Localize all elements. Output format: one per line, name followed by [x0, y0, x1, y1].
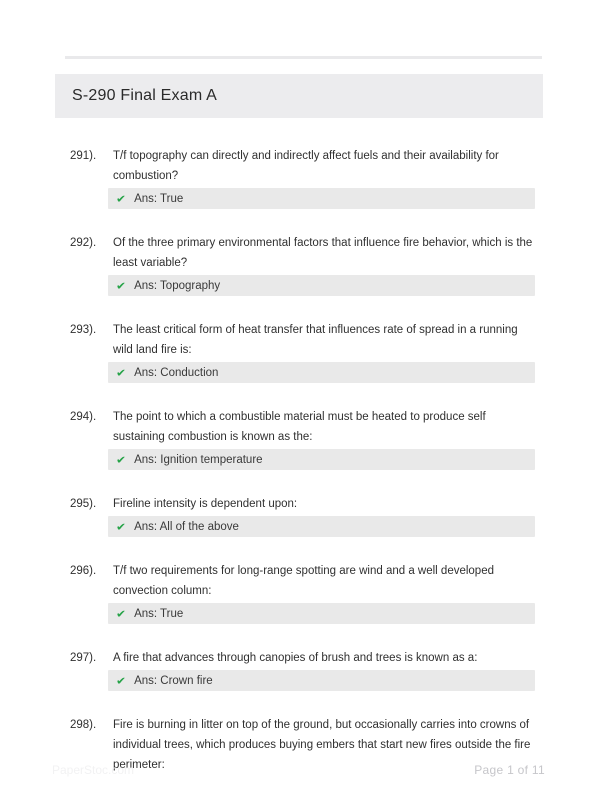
answer-text: Ans: Crown fire	[134, 674, 213, 687]
question-number: 294).	[70, 411, 97, 423]
question-text: Fire is burning in litter on top of the ground, but occasionally carries into crowns of individual trees, which produces buying embers that start new fires outside the fire perimeter:	[113, 719, 531, 771]
answer-box	[108, 362, 535, 383]
question-item	[70, 561, 535, 624]
question-item	[70, 146, 535, 209]
question-text: Fireline intensity is dependent upon:	[113, 498, 298, 510]
question-item	[70, 648, 535, 691]
title-banner	[55, 74, 543, 118]
question-number: 296).	[70, 565, 97, 577]
question-text: A fire that advances through canopies of brush and trees is known as a:	[113, 652, 478, 664]
question-number: 292).	[70, 237, 97, 249]
question-body	[113, 233, 535, 296]
page-title: S-290 Final Exam A	[72, 87, 217, 104]
question-item	[70, 494, 535, 537]
answer-text: Ans: Ignition temperature	[134, 453, 263, 466]
question-number: 291).	[70, 150, 97, 162]
question-number: 298).	[70, 719, 97, 731]
question-text: The point to which a combustible material must be heated to produce self sustaining combustion is known as the:	[113, 411, 486, 443]
question-body	[113, 320, 535, 383]
check-icon: ✔	[116, 520, 127, 533]
answer-box	[108, 603, 535, 624]
answer-text: Ans: All of the above	[134, 520, 239, 533]
page-footer	[52, 763, 545, 777]
page-number-label: Page 1 of 11	[474, 763, 545, 777]
question-list	[0, 146, 606, 799]
answer-text: Ans: Topography	[134, 279, 221, 292]
answer-box	[108, 516, 535, 537]
answer-text: Ans: Conduction	[134, 366, 219, 379]
question-item	[70, 407, 535, 470]
question-text: T/f two requirements for long-range spotting are wind and a well developed convection column:	[113, 565, 494, 597]
question-text: T/f topography can directly and indirectly affect fuels and their availability for combustion?	[113, 150, 499, 182]
question-body	[113, 407, 535, 470]
question-body	[113, 648, 535, 691]
answer-text: Ans: True	[134, 192, 184, 205]
check-icon: ✔	[116, 674, 127, 687]
question-text: The least critical form of heat transfer that influences rate of spread in a running wild land fire is:	[113, 324, 518, 356]
watermark-text: PaperStoc.com	[52, 763, 135, 777]
check-icon: ✔	[116, 279, 127, 292]
check-icon: ✔	[116, 453, 127, 466]
question-text: Of the three primary environmental factors that influence fire behavior, which is the least variable?	[113, 237, 533, 269]
question-body	[113, 561, 535, 624]
answer-box	[108, 275, 535, 296]
question-number: 295).	[70, 498, 97, 510]
question-item	[70, 320, 535, 383]
check-icon: ✔	[116, 192, 127, 205]
question-body	[113, 494, 535, 537]
question-number: 293).	[70, 324, 97, 336]
answer-box	[108, 670, 535, 691]
answer-text: Ans: True	[134, 607, 184, 620]
check-icon: ✔	[116, 366, 127, 379]
question-body	[113, 146, 535, 209]
header-divider	[65, 56, 542, 59]
answer-box	[108, 449, 535, 470]
question-item	[70, 233, 535, 296]
answer-box	[108, 188, 535, 209]
check-icon: ✔	[116, 607, 127, 620]
question-number: 297).	[70, 652, 97, 664]
